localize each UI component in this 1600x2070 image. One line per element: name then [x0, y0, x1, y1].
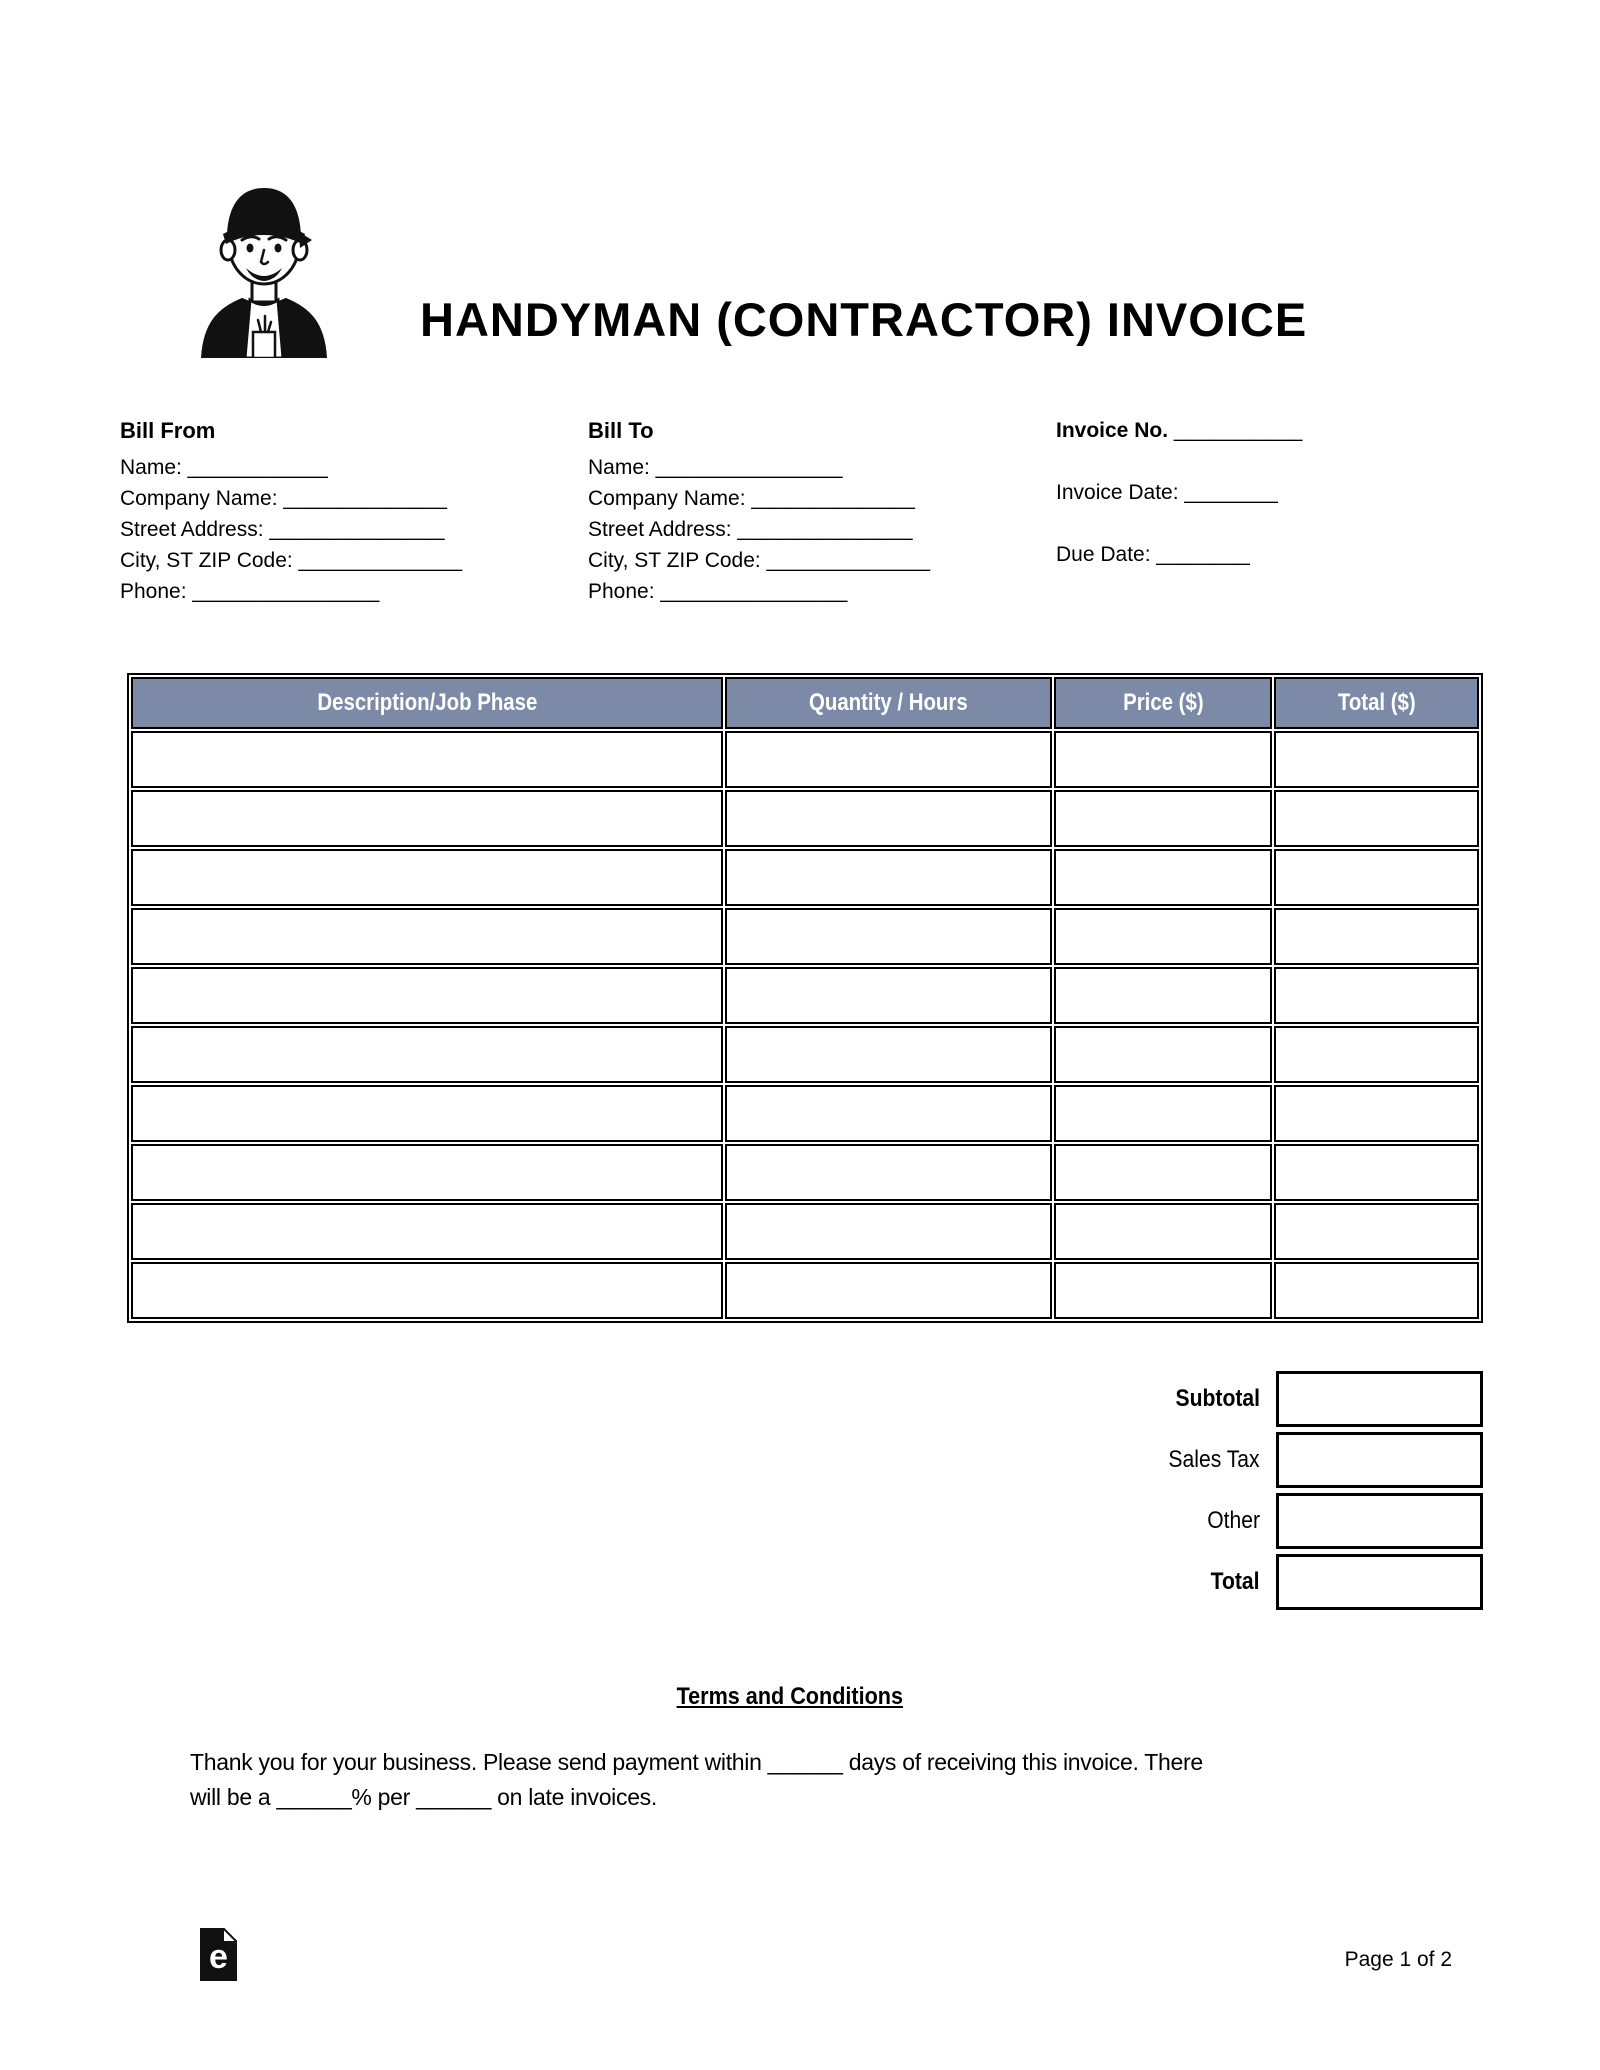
table-cell[interactable]: [131, 967, 723, 1024]
table-cell[interactable]: [725, 1262, 1052, 1319]
table-cell[interactable]: [131, 1203, 723, 1260]
table-cell[interactable]: [725, 1144, 1052, 1201]
table-cell[interactable]: [1054, 849, 1271, 906]
invoice-number-blank[interactable]: ___________: [1173, 419, 1303, 442]
invoice-number-field[interactable]: [1056, 415, 1302, 446]
table-cell[interactable]: [131, 1026, 723, 1083]
items-tbody: [131, 731, 1479, 1319]
table-cell[interactable]: [725, 790, 1052, 847]
bill-from-section: [120, 415, 462, 607]
table-row: [131, 967, 1479, 1024]
table-cell[interactable]: [725, 1026, 1052, 1083]
table-cell[interactable]: [1274, 1144, 1479, 1201]
header-price: Price ($): [1054, 677, 1271, 729]
table-cell[interactable]: [1274, 1026, 1479, 1083]
table-cell[interactable]: [1274, 731, 1479, 788]
table-row: [131, 731, 1479, 788]
table-row: [131, 1026, 1479, 1083]
page-number: Page 1 of 2: [1344, 1948, 1452, 1971]
subtotal-label: Subtotal: [1175, 1385, 1260, 1412]
bill-from-company-field[interactable]: Company Name: ______________: [120, 487, 447, 510]
eforms-logo: [200, 1928, 237, 1981]
table-cell[interactable]: [725, 908, 1052, 965]
table-row: [131, 1262, 1479, 1319]
terms-heading: Terms and Conditions: [676, 1683, 904, 1710]
bill-to-company-field[interactable]: Company Name: ______________: [588, 487, 915, 510]
table-row: [131, 1085, 1479, 1142]
summary-row-other: [127, 1493, 1483, 1549]
table-cell[interactable]: [725, 1203, 1052, 1260]
table-row: [131, 790, 1479, 847]
bill-from-street-field[interactable]: Street Address: _______________: [120, 518, 445, 541]
table-cell[interactable]: [1274, 1085, 1479, 1142]
table-cell[interactable]: [725, 1085, 1052, 1142]
table-cell[interactable]: [1054, 908, 1271, 965]
terms-body: [190, 1745, 1460, 1815]
total-value-box[interactable]: [1276, 1554, 1483, 1610]
table-cell[interactable]: [1054, 790, 1271, 847]
table-cell[interactable]: [1274, 908, 1479, 965]
table-cell[interactable]: [1054, 1262, 1271, 1319]
other-value-box[interactable]: [1276, 1493, 1483, 1549]
bill-from-heading: Bill From: [120, 418, 216, 443]
summary-row-subtotal: [127, 1371, 1483, 1427]
summary-row-sales-tax: [127, 1432, 1483, 1488]
table-cell[interactable]: [725, 849, 1052, 906]
table-cell[interactable]: [131, 1262, 723, 1319]
subtotal-value-box[interactable]: [1276, 1371, 1483, 1427]
table-cell[interactable]: [131, 731, 723, 788]
bill-to-section: [588, 415, 930, 607]
bill-to-city-field[interactable]: City, ST ZIP Code: ______________: [588, 549, 931, 572]
other-label: Other: [1207, 1507, 1260, 1534]
sales-tax-label: Sales Tax: [1168, 1446, 1260, 1473]
sales-tax-value-box[interactable]: [1276, 1432, 1483, 1488]
table-row: [131, 1203, 1479, 1260]
table-cell[interactable]: [1054, 1203, 1271, 1260]
terms-line-2: will be a ______% per ______ on late invoices.: [190, 1784, 657, 1810]
invoice-number-label: Invoice No.: [1056, 419, 1169, 442]
table-cell[interactable]: [131, 790, 723, 847]
bill-to-heading: Bill To: [588, 418, 654, 443]
handyman-icon: [196, 182, 332, 358]
eforms-letter: e: [209, 1938, 228, 1976]
table-cell[interactable]: [1054, 1026, 1271, 1083]
due-date-field[interactable]: Due Date: ________: [1056, 543, 1250, 566]
table-row: [131, 849, 1479, 906]
table-cell[interactable]: [131, 908, 723, 965]
summary-section: [127, 1371, 1483, 1615]
table-cell[interactable]: [131, 1085, 723, 1142]
table-cell[interactable]: [131, 1144, 723, 1201]
page-title: HANDYMAN (CONTRACTOR) INVOICE: [420, 293, 1308, 346]
bill-to-name-field[interactable]: Name: ________________: [588, 456, 843, 479]
table-cell[interactable]: [1054, 1144, 1271, 1201]
header-total: Total ($): [1274, 677, 1479, 729]
table-cell[interactable]: [1274, 1262, 1479, 1319]
table-row: [131, 1144, 1479, 1201]
invoice-date-field[interactable]: Invoice Date: ________: [1056, 481, 1278, 504]
header-description: Description/Job Phase: [131, 677, 723, 729]
table-cell[interactable]: [1274, 1203, 1479, 1260]
table-cell[interactable]: [1054, 1085, 1271, 1142]
bill-to-phone-field[interactable]: Phone: ________________: [588, 580, 848, 603]
table-cell[interactable]: [725, 967, 1052, 1024]
document-icon: [200, 1928, 237, 1981]
table-cell[interactable]: [1274, 967, 1479, 1024]
table-cell[interactable]: [1054, 731, 1271, 788]
summary-row-total: [127, 1554, 1483, 1610]
handyman-logo: [196, 182, 332, 358]
table-cell[interactable]: [1274, 849, 1479, 906]
table-cell[interactable]: [725, 731, 1052, 788]
total-label: Total: [1211, 1568, 1260, 1595]
table-row: [131, 908, 1479, 965]
invoice-meta-section: [1056, 415, 1302, 601]
items-table-header-row: [131, 677, 1479, 729]
table-cell[interactable]: [131, 849, 723, 906]
bill-from-name-field[interactable]: Name: ____________: [120, 456, 328, 479]
terms-line-1: Thank you for your business. Please send payment within ______ days of receiving this invoice. There: [190, 1749, 1203, 1775]
bill-from-city-field[interactable]: City, ST ZIP Code: ______________: [120, 549, 463, 572]
table-cell[interactable]: [1274, 790, 1479, 847]
bill-to-street-field[interactable]: Street Address: _______________: [588, 518, 913, 541]
header-quantity-hours: Quantity / Hours: [725, 677, 1052, 729]
bill-from-phone-field[interactable]: Phone: ________________: [120, 580, 380, 603]
table-cell[interactable]: [1054, 967, 1271, 1024]
items-table: [127, 673, 1483, 1323]
